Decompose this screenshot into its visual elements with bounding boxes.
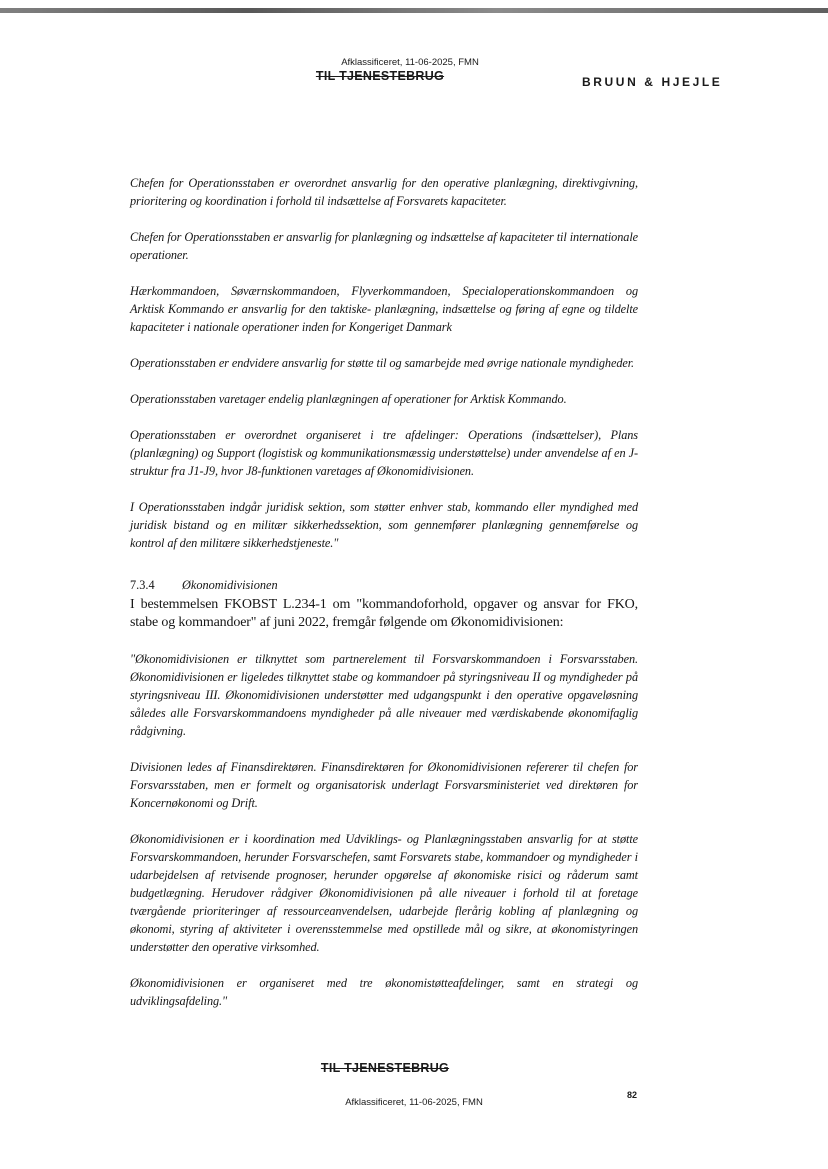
paragraph: Divisionen ledes af Finansdirektøren. Finansdirektøren for Økonomidivisionen refererer til chefen for Forsvarsstaben, men er formelt og organisatorisk underlagt Forsvarsministeriet ved direktøren for Koncernøkonomi og Drift. [130, 760, 638, 810]
footer-declassified: Afklassificeret, 11-06-2025, FMN [345, 1097, 483, 1108]
brand-logo: BRUUN & HJEJLE [582, 75, 723, 89]
section-heading [130, 576, 638, 594]
section-title: Økonomidivisionen [182, 578, 278, 592]
paragraph: Chefen for Operationsstaben er overordnet ansvarlig for den operative planlægning, direktivgivning, prioritering og koordination i forhold til indsættelse af Forsvarets kapaciteter. [130, 176, 638, 208]
footer-classification: TIL TJENESTEBRUG [320, 1061, 450, 1075]
header-declassified: Afklassificeret, 11-06-2025, FMN [341, 57, 479, 68]
section-intro: I bestemmelsen FKOBST L.234-1 om "kommandoforhold, opgaver og ansvar for FKO, stabe og kommandoer" af juni 2022, fremgår følgende om Økonomidivisionen: [130, 597, 638, 630]
paragraph: Operationsstaben varetager endelig planlægningen af operationer for Arktisk Kommando. [130, 392, 567, 406]
paragraph: "Økonomidivisionen er tilknyttet som partnerelement til Forsvarskommandoen i Forsvarsstaben. Økonomidivisionen er ligeledes tilknyttet stabe og kommandoer på styringsniveau II og myndigheder på styringsniveau III. Økonomidivisionen understøtter med udgangspunkt i den operative opgaveløsning således alle Forsvarskommandoens myndigheder på alle niveauer med værdiskabende økonomifaglig rådgivning. [130, 652, 638, 738]
paragraph: I Operationsstaben indgår juridisk sektion, som støtter enhver stab, kommando eller myndighed med juridisk bistand og en militær sikkerhedssektion, som gennemfører planlægning gennemførelse og kontrol af den militære sikkerhedstjeneste." [130, 500, 638, 550]
paragraph: Økonomidivisionen er organiseret med tre økonomistøtteafdelinger, samt en strategi og udviklingsafdeling." [130, 976, 638, 1008]
section-number: 7.3.4 [130, 578, 155, 592]
paragraph: Hærkommandoen, Søværnskommandoen, Flyverkommandoen, Specialoperationskommandoen og Arktisk Kommando er ansvarlig for den taktiske- planlægning, indsættelse og føring af egne og tildelte kapaciteter i nationale operationer inden for Kongeriget Danmark [130, 284, 638, 334]
paragraph: Økonomidivisionen er i koordination med Udviklings- og Planlægningsstaben ansvarlig for at støtte Forsvarskommandoen, herunder Forsvarschefen, samt Forsvarets stabe, kommandoer og myndigheder i udarbejdelsen af retvisende prognoser, herunder opgørelse af økonomiske risici og råderum samt budgetlægning. Herudover rådgiver Økonomidivisionen på alle niveauer i forhold til at foretage tværgående prioriteringer af ressourceanvendelsen, udarbejde flerårig kobling af planlægning og økonomi, styring af aktiviteter i overensstemmelse med opstillede mål og sikre, at økonomistyringen understøtter den operative virksomhed. [130, 832, 638, 954]
paragraph: Operationsstaben er overordnet organiseret i tre afdelinger: Operations (indsættelser), Plans (planlægning) og Support (logistisk og kommunikationsmæssig understøttelse) under anvendelse af en J-struktur fra J1-J9, hvor J8-funktionen varetages af Økonomidivisionen. [130, 428, 638, 478]
document-body [130, 174, 638, 1028]
page-number: 82 [627, 1090, 638, 1100]
paragraph: Operationsstaben er endvidere ansvarlig for støtte til og samarbejde med øvrige nationale myndigheder. [130, 356, 635, 370]
scan-edge [0, 8, 828, 13]
header-classification: TIL TJENESTEBRUG [315, 69, 445, 83]
paragraph: Chefen for Operationsstaben er ansvarlig for planlægning og indsættelse af kapaciteter til internationale operationer. [130, 230, 638, 262]
